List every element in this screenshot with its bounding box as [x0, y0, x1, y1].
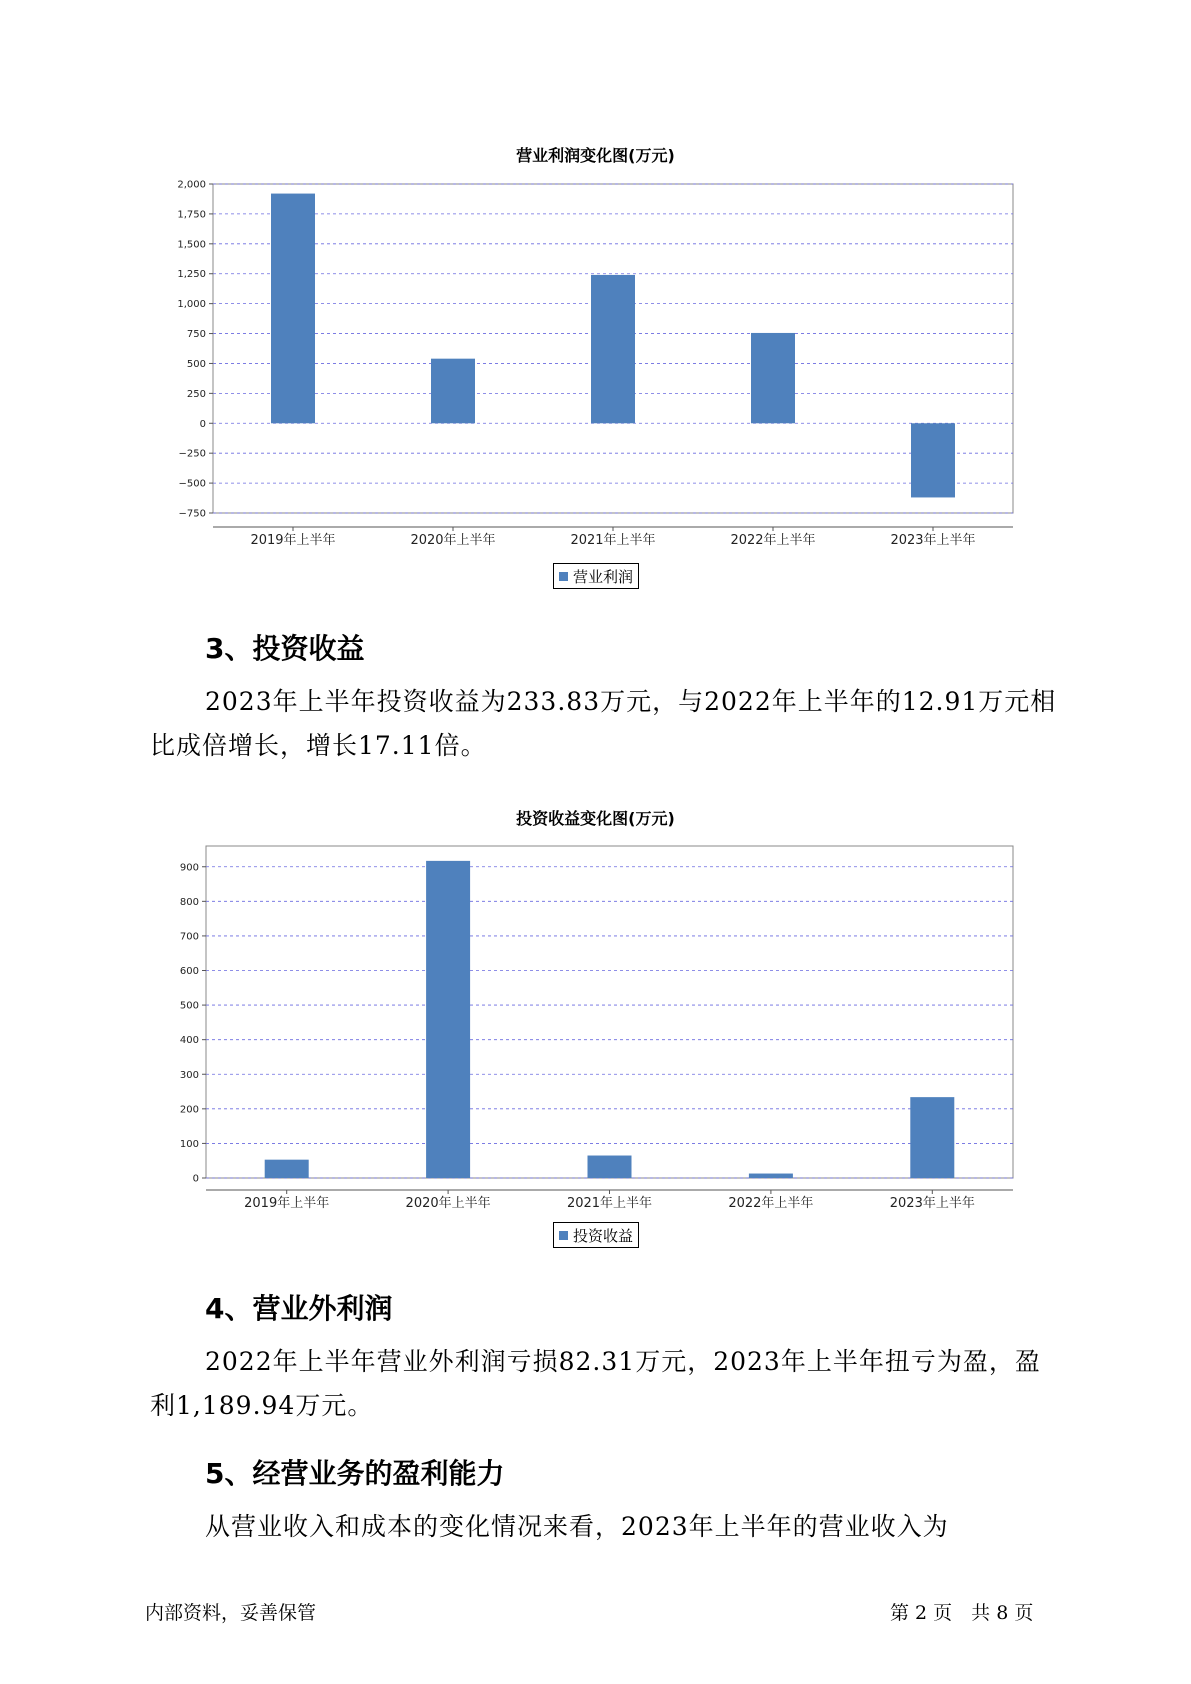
- bar: [751, 333, 795, 423]
- section-4-paragraph-line1: 2022年上半年营业外利润亏损82.31万元，2023年上半年扭亏为盈，盈: [205, 1347, 1041, 1376]
- section-3-heading: 3、投资收益: [205, 632, 365, 665]
- x-tick-label: 2023年上半年: [890, 533, 976, 548]
- x-tick-label: 2019年上半年: [250, 533, 336, 548]
- section-5-heading: 5、经营业务的盈利能力: [205, 1457, 505, 1490]
- bar: [431, 359, 475, 424]
- x-tick-label: 2021年上半年: [570, 533, 656, 548]
- bar: [271, 194, 315, 424]
- chart2-title: 投资收益变化图(万元): [516, 809, 675, 828]
- footer-confidential: 内部资料，妥善保管: [145, 1602, 317, 1624]
- bar: [749, 1174, 793, 1178]
- bar: [588, 1156, 632, 1178]
- y-tick-label: 1,250: [177, 269, 206, 281]
- y-tick-label: 500: [186, 358, 206, 370]
- y-tick-label: −250: [178, 448, 206, 460]
- legend-swatch-icon: [559, 1231, 568, 1240]
- y-tick-label: 1,500: [177, 239, 206, 251]
- y-tick-label: 500: [179, 1000, 199, 1012]
- y-tick-label: 400: [179, 1035, 199, 1047]
- y-tick-label: 1,000: [177, 299, 206, 311]
- section-4-paragraph-line2: 利1,189.94万元。: [150, 1391, 374, 1420]
- x-tick-label: 2023年上半年: [889, 1196, 975, 1211]
- y-tick-label: 800: [179, 896, 199, 908]
- bar: [426, 861, 470, 1178]
- x-tick-label: 2020年上半年: [410, 533, 496, 548]
- chart2-legend: [553, 1222, 639, 1248]
- bar: [911, 423, 955, 497]
- y-tick-label: 600: [179, 966, 199, 977]
- section-3-paragraph-line2: 比成倍增长，增长17.11倍。: [150, 731, 487, 760]
- y-tick-label: 700: [179, 931, 199, 943]
- chart1-title: 营业利润变化图(万元): [516, 146, 675, 165]
- section-3-paragraph-line1: 2023年上半年投资收益为233.83万元，与2022年上半年的12.91万元相: [205, 687, 1057, 716]
- operating-profit-chart: [0, 160, 1191, 580]
- x-tick-label: 2019年上半年: [244, 1196, 330, 1211]
- x-tick-label: 2021年上半年: [566, 1196, 653, 1211]
- y-tick-label: 250: [186, 388, 206, 400]
- chart1-legend: [553, 563, 639, 589]
- y-tick-label: 300: [179, 1069, 199, 1081]
- y-tick-label: −750: [178, 508, 206, 520]
- bar: [910, 1097, 954, 1178]
- x-tick-label: 2022年上半年: [728, 1196, 814, 1211]
- y-tick-label: −500: [178, 478, 206, 490]
- bar: [591, 275, 635, 423]
- y-tick-label: 200: [179, 1104, 199, 1116]
- y-tick-label: 750: [186, 329, 206, 341]
- bar: [265, 1160, 309, 1178]
- section-4-heading: 4、营业外利润: [205, 1292, 393, 1325]
- section-5-paragraph-line1: 从营业收入和成本的变化情况来看，2023年上半年的营业收入为: [205, 1512, 949, 1541]
- x-tick-label: 2022年上半年: [730, 533, 816, 548]
- y-tick-label: 0: [199, 418, 206, 430]
- y-tick-label: 900: [179, 862, 199, 874]
- y-tick-label: 0: [192, 1173, 199, 1185]
- x-tick-label: 2020年上半年: [405, 1196, 491, 1211]
- y-tick-label: 100: [179, 1138, 199, 1150]
- plot-frame: [206, 846, 1013, 1178]
- investment-income-chart: [0, 830, 1191, 1230]
- chart1-legend-label: 营业利润: [573, 567, 634, 586]
- chart2-legend-label: 投资收益: [573, 1226, 634, 1245]
- y-tick-label: 2,000: [177, 179, 206, 191]
- legend-swatch-icon: [559, 572, 568, 581]
- footer-page-number: 第 2 页 共 8 页: [890, 1602, 1034, 1624]
- y-tick-label: 1,750: [177, 209, 206, 221]
